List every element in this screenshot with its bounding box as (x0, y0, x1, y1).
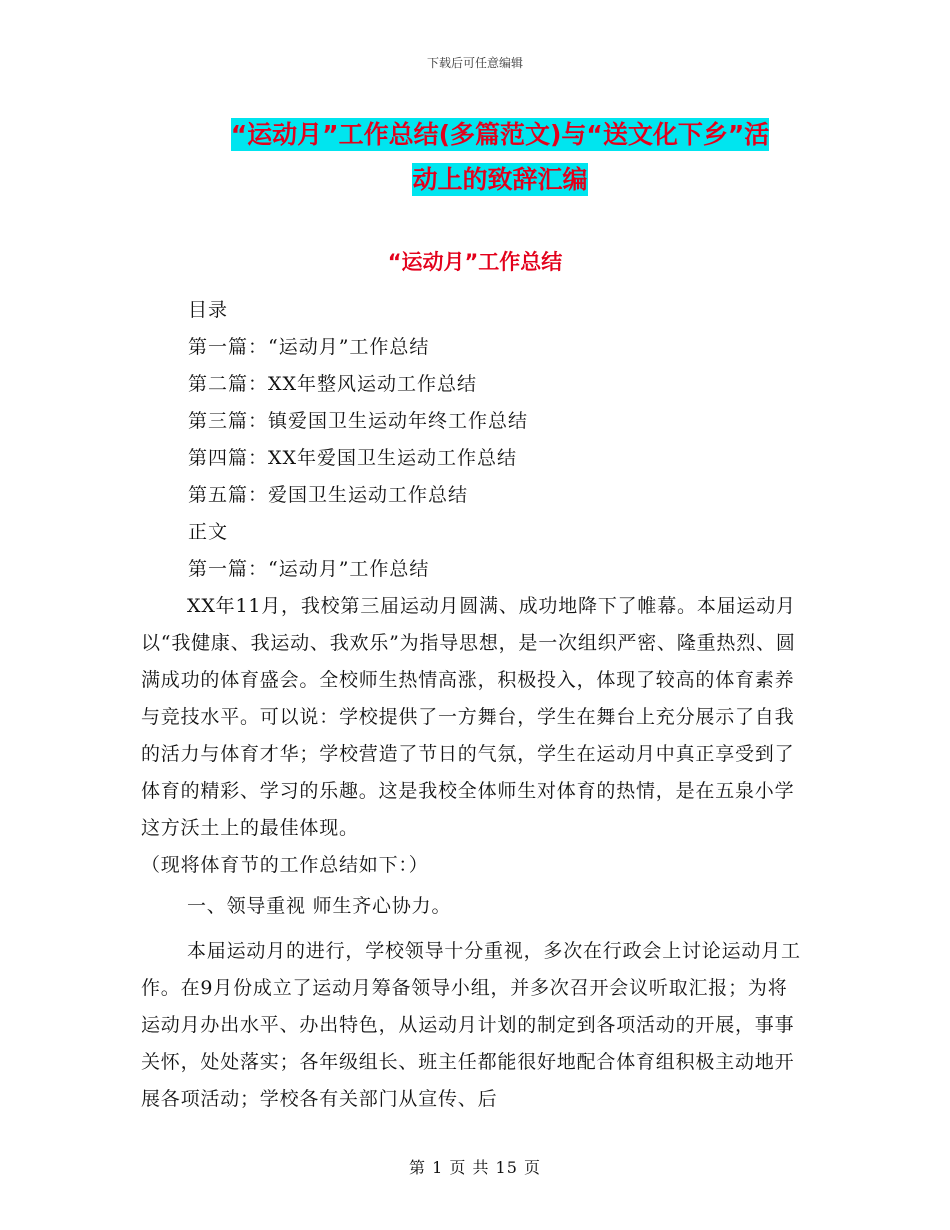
toc-item: 第三篇：镇爱国卫生运动年终工作总结 (188, 410, 529, 432)
first-article-heading: 第一篇：“运动月”工作总结 (188, 558, 430, 580)
body-heading: 正文 (188, 521, 229, 543)
title-line-1: “运动月”工作总结(多篇范文)与“送文化下乡”活 (230, 120, 770, 149)
toc-heading: 目录 (188, 299, 229, 321)
page-footer: 第 1 页 共 15 页 (409, 1158, 541, 1177)
section-title: “运动月”工作总结 (387, 250, 563, 274)
section-heading: 一、领导重视 师生齐心协力。 (187, 895, 452, 917)
paragraph: XX年11月，我校第三届运动月圆满、成功地降下了帷幕。本届运动月以“我健康、我运动、我欢乐”为指导思想，是一次组织严密、隆重热烈、圆满成功的体育盛会。全校师生热情高涨，积极投入，体现了较高的体育素养与竞技水平。可以说：学校提供了一方舞台，学生在舞台上充分展示了自我的活力与体育才华；学校营造了节日的气氛，学生在运动月中真正享受到了体育的精彩、学习的乐趣。这是我校全体师生对体育的热情，是在五泉小学这方沃土上的最佳体现。 (141, 595, 796, 839)
toc-item: 第一篇：“运动月”工作总结 (188, 336, 430, 358)
toc-item: 第四篇：XX年爱国卫生运动工作总结 (188, 447, 518, 469)
paragraph: 本届运动月的进行，学校领导十分重视，多次在行政会上讨论运动月工作。在9月份成立了运动月筹备领导小组，并多次召开会议听取汇报；为将运动月办出水平、办出特色，从运动月计划的制定到各项活动的开展，事事关怀，处处落实；各年级组长、班主任都能很好地配合体育组积极主动地开展各项活动；学校各有关部门从宣传、后 (141, 940, 801, 1110)
article-body (141, 588, 801, 1118)
toc-item: 第二篇：XX年整风运动工作总结 (188, 373, 478, 395)
paragraph-note: （现将体育节的工作总结如下：） (141, 854, 429, 876)
document-title (150, 112, 850, 202)
title-line-2: 动上的致辞汇编 (412, 165, 588, 194)
header-note: 下载后可任意编辑 (426, 56, 523, 70)
toc-item: 第五篇：爱国卫生运动工作总结 (188, 484, 469, 506)
table-of-contents (188, 292, 528, 588)
